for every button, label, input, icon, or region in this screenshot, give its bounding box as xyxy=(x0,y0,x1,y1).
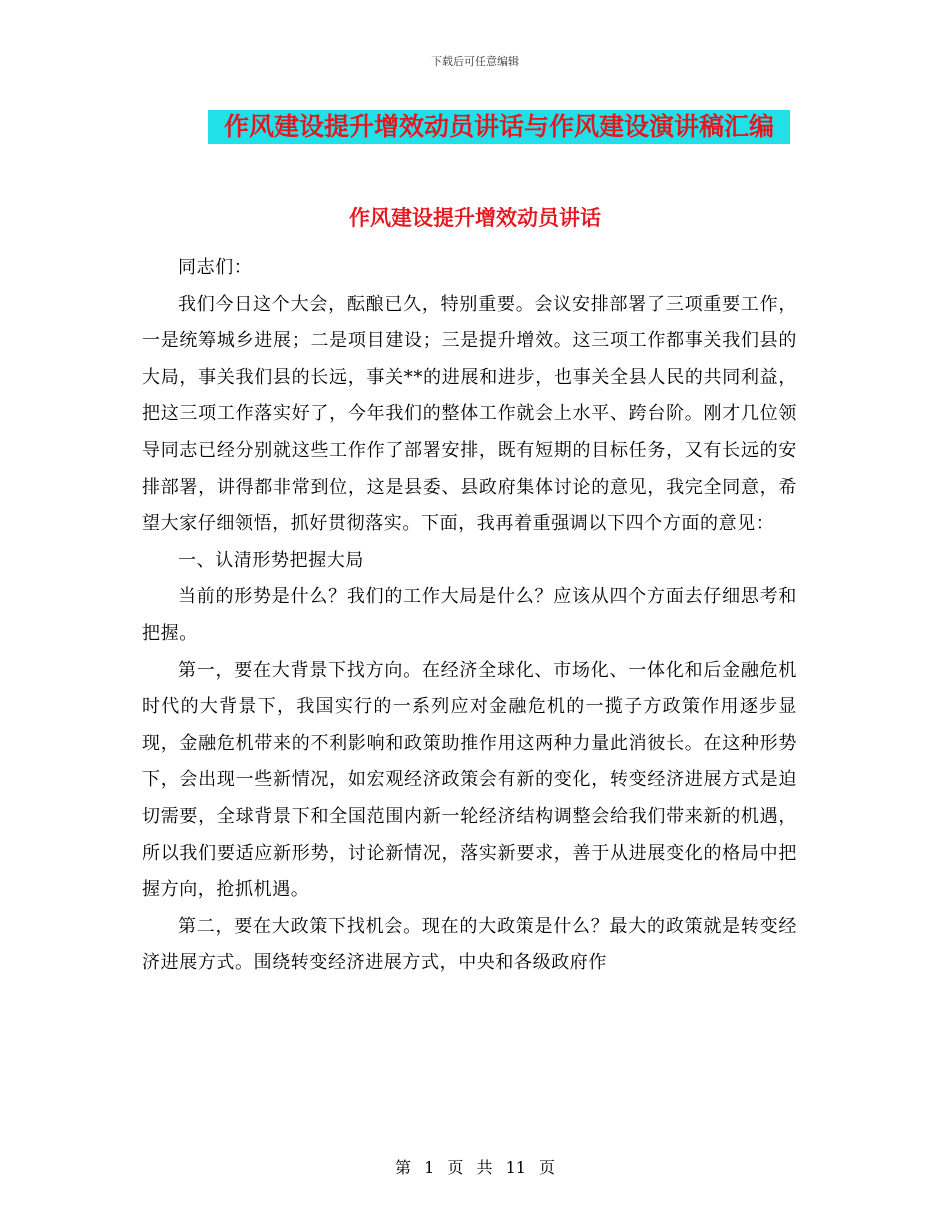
footer-total-suffix: 页 xyxy=(539,1158,556,1177)
paragraph: 我们今日这个大会，酝酿已久，特别重要。会议安排部署了三项重要工作，一是统筹城乡进展；二是项目建设；三是提升增效。这三项工作都事关我们县的大局，事关我们县的长远，事关**的进展和进步，也事关全县人民的共同利益，把这三项工作落实好了，今年我们的整体工作就会上水平、跨台阶。刚才几位领导同志已经分别就这些工作作了部署安排，既有短期的目标任务，又有长远的安排部署，讲得都非常到位，这是县委、县政府集体讨论的意见，我完全同意，希望大家仔细领悟，抓好贯彻落实。下面，我再着重强调以下四个方面的意见： xyxy=(142,293,797,535)
paragraph: 第一，要在大背景下找方向。在经济全球化、市场化、一体化和后金融危机时代的大背景下，我国实行的一系列应对金融危机的一揽子方政策作用逐步显现，金融危机带来的不利影响和政策助推作用这两种力量此消彼长。在这种形势下，会出现一些新情况，如宏观经济政策会有新的变化，转变经济进展方式是迫切需要，全球背景下和全国范围内新一轮经济结构调整会给我们带来新的机遇，所以我们要适应新形势，讨论新情况，落实新要求，善于从进展变化的格局中把握方向，抢抓机遇。 xyxy=(142,659,797,901)
document-body xyxy=(142,250,797,982)
footer-total-prefix: 共 xyxy=(476,1158,493,1177)
footer-page-prefix: 第 xyxy=(394,1158,411,1177)
page-footer xyxy=(0,1155,950,1178)
footer-total-pages: 11 xyxy=(505,1158,526,1177)
paragraph-salutation: 同志们： xyxy=(178,257,253,278)
footer-page-mid: 页 xyxy=(447,1158,464,1177)
header-note: 下载后可任意编辑 xyxy=(431,55,519,68)
main-title-highlight xyxy=(208,110,790,144)
main-title: 作风建设提升增效动员讲话与作风建设演讲稿汇编 xyxy=(223,112,774,141)
footer-page-number: 1 xyxy=(424,1158,435,1177)
sub-title: 作风建设提升增效动员讲话 xyxy=(349,206,601,230)
paragraph: 第二，要在大政策下找机会。现在的大政策是什么？最大的政策就是转变经济进展方式。围绕转变经济进展方式，中央和各级政府作 xyxy=(142,915,797,974)
paragraph: 当前的形势是什么？我们的工作大局是什么？应该从四个方面去仔细思考和把握。 xyxy=(142,586,797,644)
section-heading: 一、认清形势把握大局 xyxy=(178,549,364,571)
